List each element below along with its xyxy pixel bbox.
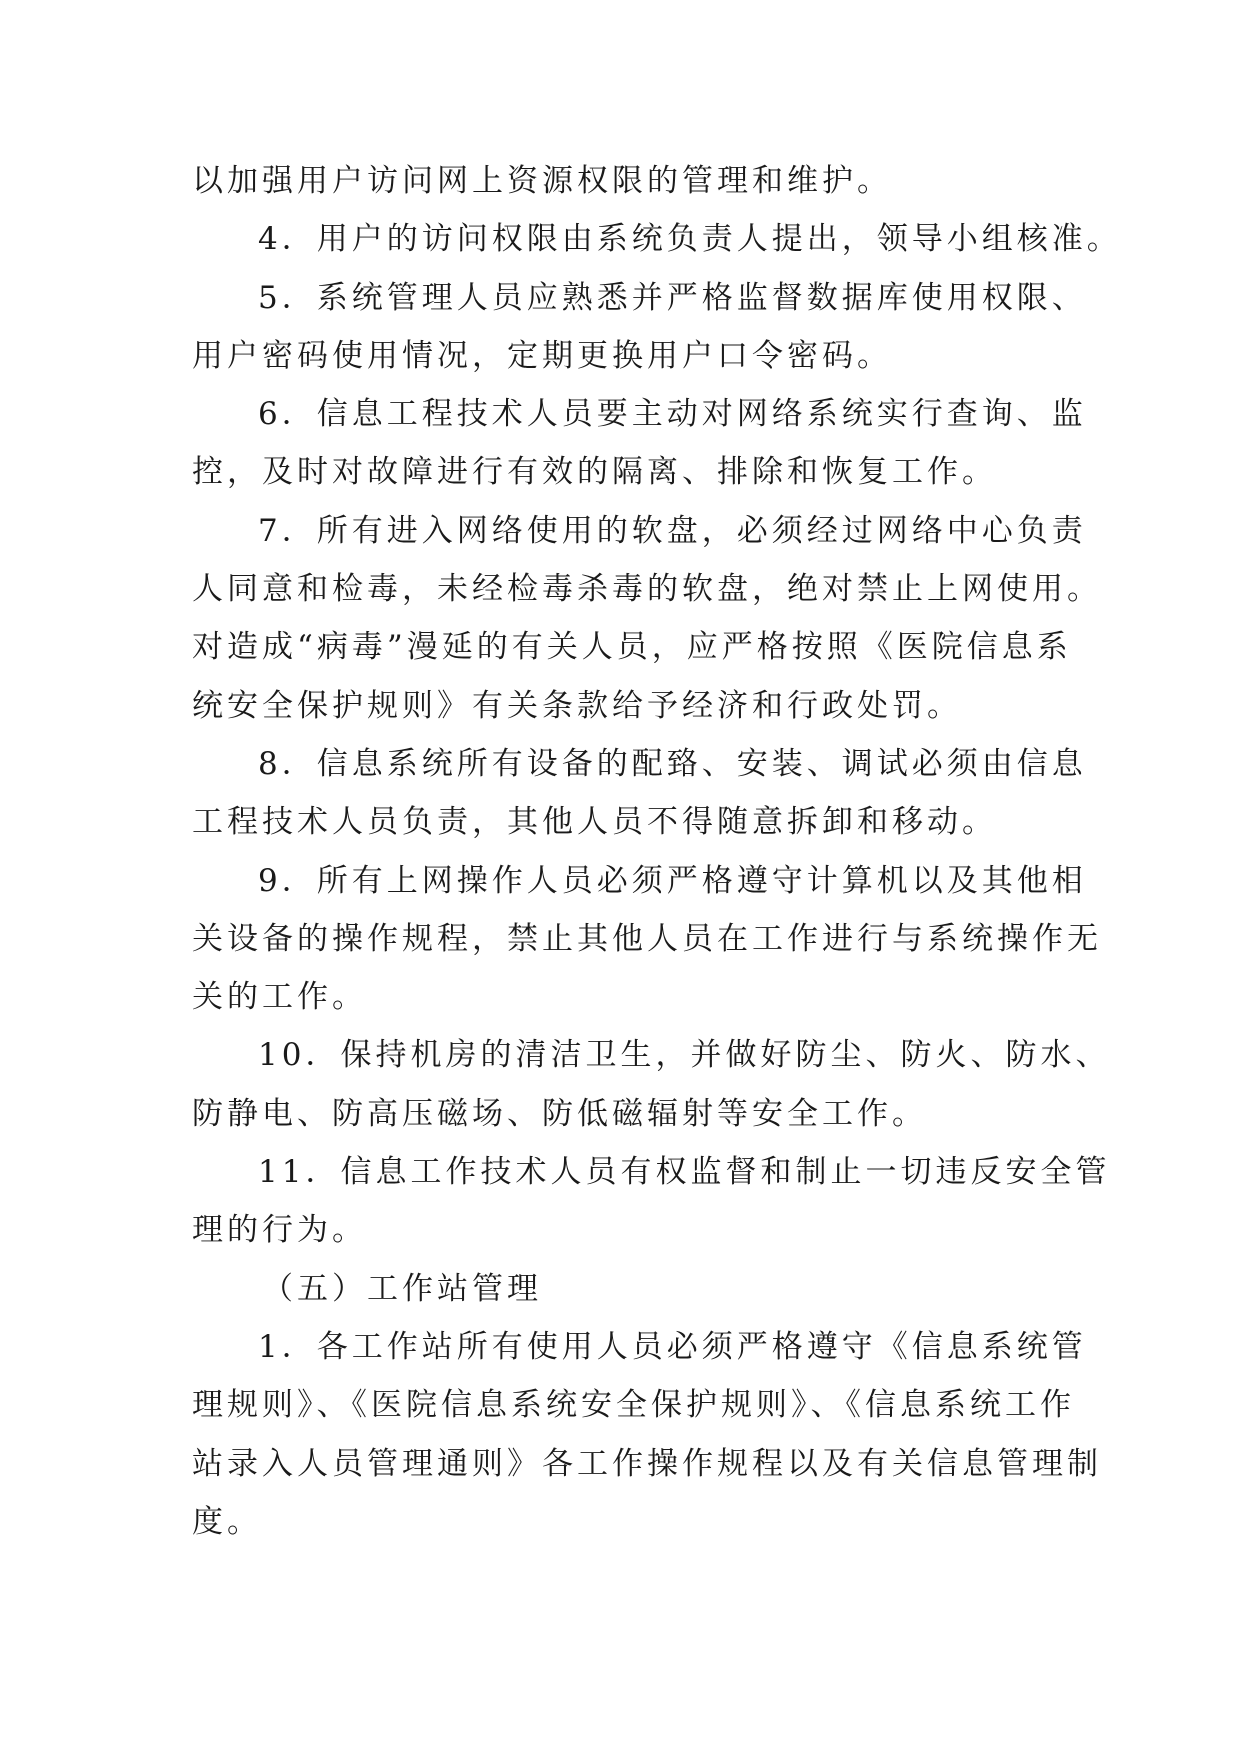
- text-line: 工程技术人员负责，其他人员不得随意拆卸和移动。: [192, 804, 997, 841]
- text-line: 度。: [192, 1503, 262, 1540]
- text-line: 控，及时对故障进行有效的隔离、排除和恢复工作。: [192, 454, 997, 491]
- text-line: 理的行为。: [192, 1212, 367, 1249]
- text-line: 人同意和检毒，未经检毒杀毒的软盘，绝对禁止上网使用。: [192, 571, 1102, 608]
- text-line: 以加强用户访问网上资源权限的管理和维护。: [192, 163, 892, 199]
- text-line: 11．信息工作技术人员有权监督和制止一切违反安全管: [258, 1154, 1111, 1191]
- text-line: 对造成“病毒”漫延的有关人员，应严格按照《医院信息系: [192, 629, 1072, 666]
- text-line: 关设备的操作规程，禁止其他人员在工作进行与系统操作无: [192, 920, 1102, 957]
- text-line: 1．各工作站所有使用人员必须严格遵守《信息系统管: [258, 1328, 1087, 1365]
- text-line: 9．所有上网操作人员必须严格遵守计算机以及其他相: [258, 862, 1087, 899]
- text-line: 防静电、防高压磁场、防低磁辐射等安全工作。: [192, 1095, 927, 1132]
- text-line: 用户密码使用情况，定期更换用户口令密码。: [192, 337, 892, 374]
- text-line: 关的工作。: [192, 979, 367, 1016]
- text-line: 10．保持机房的清洁卫生，并做好防尘、防火、防水、: [258, 1037, 1111, 1074]
- document-body: [192, 152, 1122, 1551]
- text-line: 理规则》、《医院信息系统安全保护规则》、《信息系统工作: [192, 1387, 1075, 1424]
- text-line: 8．信息系统所有设备的配臵、安装、调试必须由信息: [258, 745, 1087, 782]
- text-line: 5．系统管理人员应熟悉并严格监督数据库使用权限、: [258, 279, 1087, 316]
- text-line: 7．所有进入网络使用的软盘，必须经过网络中心负责: [258, 512, 1087, 549]
- text-line: 4．用户的访问权限由系统负责人提出，领导小组核准。: [258, 221, 1122, 258]
- text-line: 统安全保护规则》有关条款给予经济和行政处罚。: [192, 687, 962, 724]
- text-line: 6．信息工程技术人员要主动对网络系统实行查询、监: [258, 396, 1087, 433]
- section-heading: （五）工作站管理: [262, 1270, 542, 1307]
- text-line: 站录入人员管理通则》各工作操作规程以及有关信息管理制: [192, 1445, 1102, 1482]
